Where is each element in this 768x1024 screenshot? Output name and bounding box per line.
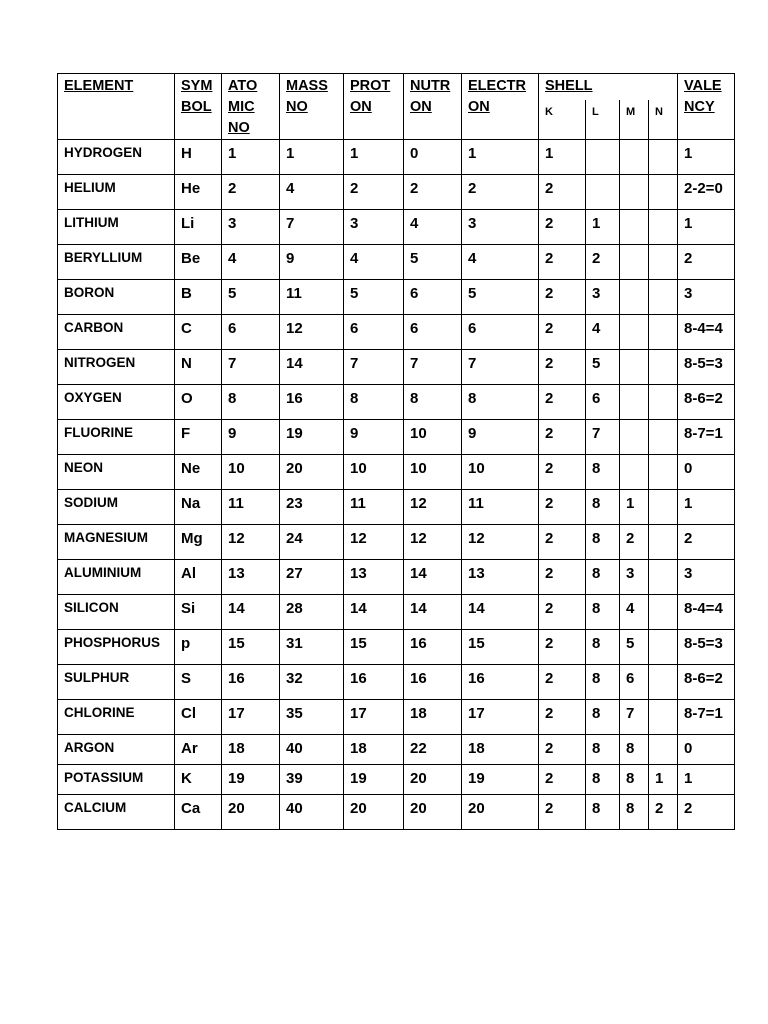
element-name-cell: HELIUM	[58, 175, 175, 210]
proton-cell: 14	[344, 595, 404, 630]
atomic-no-cell: 13	[222, 560, 280, 595]
proton-cell: 1	[344, 140, 404, 175]
electron-cell: 8	[462, 385, 539, 420]
symbol-cell: N	[175, 350, 222, 385]
electron-cell: 3	[462, 210, 539, 245]
symbol-cell: Cl	[175, 700, 222, 735]
header-proton: PROT ON	[344, 74, 404, 140]
table-row	[58, 140, 735, 175]
neutron-cell: 18	[404, 700, 462, 735]
proton-cell: 18	[344, 735, 404, 765]
shell-m-cell	[620, 385, 649, 420]
mass-no-cell: 4	[280, 175, 344, 210]
symbol-cell: Al	[175, 560, 222, 595]
element-name-cell: BERYLLIUM	[58, 245, 175, 280]
mass-no-cell: 27	[280, 560, 344, 595]
valency-cell: 0	[678, 455, 735, 490]
shell-k-cell: 2	[539, 490, 586, 525]
atomic-no-cell: 8	[222, 385, 280, 420]
proton-cell: 10	[344, 455, 404, 490]
neutron-cell: 10	[404, 455, 462, 490]
element-table	[57, 73, 735, 830]
atomic-no-cell: 3	[222, 210, 280, 245]
table-row	[58, 560, 735, 595]
shell-m-cell	[620, 350, 649, 385]
header-electron: ELECTR ON	[462, 74, 539, 140]
shell-k-cell: 2	[539, 280, 586, 315]
atomic-no-cell: 4	[222, 245, 280, 280]
table-body	[58, 74, 735, 830]
shell-l-cell: 4	[586, 315, 620, 350]
atomic-no-cell: 10	[222, 455, 280, 490]
header-shell-l: L	[586, 100, 620, 140]
shell-k-cell: 2	[539, 735, 586, 765]
atomic-no-cell: 9	[222, 420, 280, 455]
atomic-no-cell: 16	[222, 665, 280, 700]
symbol-cell: He	[175, 175, 222, 210]
electron-cell: 16	[462, 665, 539, 700]
shell-k-cell: 2	[539, 350, 586, 385]
shell-n-cell	[649, 630, 678, 665]
electron-cell: 1	[462, 140, 539, 175]
shell-k-cell: 2	[539, 560, 586, 595]
shell-m-cell	[620, 245, 649, 280]
table-row	[58, 765, 735, 795]
symbol-cell: Ne	[175, 455, 222, 490]
shell-l-cell: 8	[586, 525, 620, 560]
proton-cell: 12	[344, 525, 404, 560]
proton-cell: 3	[344, 210, 404, 245]
proton-cell: 2	[344, 175, 404, 210]
neutron-cell: 6	[404, 315, 462, 350]
shell-k-cell: 2	[539, 210, 586, 245]
element-name-cell: HYDROGEN	[58, 140, 175, 175]
shell-l-cell: 8	[586, 630, 620, 665]
electron-cell: 20	[462, 795, 539, 830]
neutron-cell: 16	[404, 630, 462, 665]
table-row	[58, 595, 735, 630]
neutron-cell: 2	[404, 175, 462, 210]
table-row	[58, 490, 735, 525]
shell-n-cell	[649, 735, 678, 765]
shell-n-cell: 2	[649, 795, 678, 830]
mass-no-cell: 16	[280, 385, 344, 420]
shell-k-cell: 2	[539, 315, 586, 350]
shell-l-cell: 8	[586, 700, 620, 735]
electron-cell: 4	[462, 245, 539, 280]
neutron-cell: 4	[404, 210, 462, 245]
element-name-cell: OXYGEN	[58, 385, 175, 420]
table-row	[58, 795, 735, 830]
atomic-no-cell: 7	[222, 350, 280, 385]
mass-no-cell: 40	[280, 795, 344, 830]
symbol-cell: C	[175, 315, 222, 350]
mass-no-cell: 7	[280, 210, 344, 245]
electron-cell: 10	[462, 455, 539, 490]
neutron-cell: 12	[404, 490, 462, 525]
shell-n-cell	[649, 350, 678, 385]
table-row	[58, 210, 735, 245]
symbol-cell: Li	[175, 210, 222, 245]
atomic-no-cell: 5	[222, 280, 280, 315]
atomic-no-cell: 20	[222, 795, 280, 830]
element-name-cell: FLUORINE	[58, 420, 175, 455]
shell-k-cell: 2	[539, 525, 586, 560]
atomic-no-cell: 17	[222, 700, 280, 735]
element-name-cell: ALUMINIUM	[58, 560, 175, 595]
symbol-cell: p	[175, 630, 222, 665]
shell-m-cell	[620, 315, 649, 350]
neutron-cell: 20	[404, 795, 462, 830]
proton-cell: 15	[344, 630, 404, 665]
symbol-cell: Si	[175, 595, 222, 630]
proton-cell: 16	[344, 665, 404, 700]
shell-n-cell	[649, 420, 678, 455]
valency-cell: 3	[678, 280, 735, 315]
shell-n-cell: 1	[649, 765, 678, 795]
valency-cell: 8-4=4	[678, 595, 735, 630]
shell-n-cell	[649, 245, 678, 280]
valency-cell: 1	[678, 210, 735, 245]
shell-l-cell: 6	[586, 385, 620, 420]
electron-cell: 18	[462, 735, 539, 765]
symbol-cell: K	[175, 765, 222, 795]
table-row	[58, 630, 735, 665]
shell-m-cell: 2	[620, 525, 649, 560]
shell-m-cell: 8	[620, 765, 649, 795]
header-shell: SHELL	[539, 74, 678, 100]
mass-no-cell: 28	[280, 595, 344, 630]
table-row	[58, 735, 735, 765]
symbol-cell: H	[175, 140, 222, 175]
atomic-no-cell: 12	[222, 525, 280, 560]
header-shell-k: K	[539, 100, 586, 140]
shell-m-cell	[620, 455, 649, 490]
mass-no-cell: 20	[280, 455, 344, 490]
element-name-cell: PHOSPHORUS	[58, 630, 175, 665]
mass-no-cell: 11	[280, 280, 344, 315]
element-name-cell: CARBON	[58, 315, 175, 350]
shell-k-cell: 2	[539, 700, 586, 735]
mass-no-cell: 23	[280, 490, 344, 525]
shell-n-cell	[649, 455, 678, 490]
valency-cell: 8-7=1	[678, 420, 735, 455]
table-row	[58, 350, 735, 385]
symbol-cell: Ar	[175, 735, 222, 765]
atomic-no-cell: 19	[222, 765, 280, 795]
atomic-no-cell: 1	[222, 140, 280, 175]
shell-m-cell	[620, 420, 649, 455]
valency-cell: 3	[678, 560, 735, 595]
shell-n-cell	[649, 665, 678, 700]
shell-m-cell: 8	[620, 735, 649, 765]
shell-m-cell	[620, 210, 649, 245]
shell-k-cell: 2	[539, 795, 586, 830]
electron-cell: 5	[462, 280, 539, 315]
shell-m-cell	[620, 175, 649, 210]
shell-l-cell: 8	[586, 490, 620, 525]
electron-cell: 14	[462, 595, 539, 630]
valency-cell: 0	[678, 735, 735, 765]
shell-l-cell: 8	[586, 665, 620, 700]
shell-k-cell: 2	[539, 595, 586, 630]
proton-cell: 4	[344, 245, 404, 280]
shell-k-cell: 2	[539, 385, 586, 420]
shell-l-cell: 2	[586, 245, 620, 280]
table-row	[58, 665, 735, 700]
electron-cell: 11	[462, 490, 539, 525]
header-element: ELEMENT	[58, 74, 175, 140]
valency-cell: 2	[678, 245, 735, 280]
electron-cell: 13	[462, 560, 539, 595]
valency-cell: 8-5=3	[678, 350, 735, 385]
mass-no-cell: 12	[280, 315, 344, 350]
shell-n-cell	[649, 595, 678, 630]
neutron-cell: 7	[404, 350, 462, 385]
shell-k-cell: 2	[539, 455, 586, 490]
valency-cell: 8-6=2	[678, 665, 735, 700]
shell-k-cell: 2	[539, 420, 586, 455]
table-row	[58, 175, 735, 210]
mass-no-cell: 32	[280, 665, 344, 700]
symbol-cell: O	[175, 385, 222, 420]
proton-cell: 17	[344, 700, 404, 735]
electron-cell: 19	[462, 765, 539, 795]
shell-k-cell: 2	[539, 765, 586, 795]
proton-cell: 11	[344, 490, 404, 525]
table-row	[58, 455, 735, 490]
neutron-cell: 12	[404, 525, 462, 560]
shell-m-cell: 4	[620, 595, 649, 630]
valency-cell: 2	[678, 795, 735, 830]
element-name-cell: LITHIUM	[58, 210, 175, 245]
header-neutron: NUTR ON	[404, 74, 462, 140]
symbol-cell: S	[175, 665, 222, 700]
electron-cell: 9	[462, 420, 539, 455]
symbol-cell: B	[175, 280, 222, 315]
neutron-cell: 16	[404, 665, 462, 700]
valency-cell: 8-6=2	[678, 385, 735, 420]
shell-l-cell: 7	[586, 420, 620, 455]
mass-no-cell: 39	[280, 765, 344, 795]
shell-n-cell	[649, 280, 678, 315]
shell-m-cell: 3	[620, 560, 649, 595]
mass-no-cell: 9	[280, 245, 344, 280]
element-name-cell: MAGNESIUM	[58, 525, 175, 560]
neutron-cell: 22	[404, 735, 462, 765]
mass-no-cell: 14	[280, 350, 344, 385]
shell-m-cell	[620, 280, 649, 315]
shell-n-cell	[649, 315, 678, 350]
symbol-cell: Ca	[175, 795, 222, 830]
header-shell-n: N	[649, 100, 678, 140]
shell-m-cell: 8	[620, 795, 649, 830]
atomic-no-cell: 11	[222, 490, 280, 525]
element-name-cell: SILICON	[58, 595, 175, 630]
shell-m-cell: 5	[620, 630, 649, 665]
atomic-no-cell: 6	[222, 315, 280, 350]
shell-k-cell: 2	[539, 175, 586, 210]
table-row	[58, 315, 735, 350]
shell-l-cell: 5	[586, 350, 620, 385]
header-mass-no: MASS NO	[280, 74, 344, 140]
proton-cell: 20	[344, 795, 404, 830]
shell-l-cell: 3	[586, 280, 620, 315]
neutron-cell: 8	[404, 385, 462, 420]
mass-no-cell: 19	[280, 420, 344, 455]
table-row	[58, 525, 735, 560]
symbol-cell: Na	[175, 490, 222, 525]
shell-l-cell: 8	[586, 795, 620, 830]
shell-n-cell	[649, 490, 678, 525]
shell-l-cell: 8	[586, 735, 620, 765]
mass-no-cell: 1	[280, 140, 344, 175]
shell-m-cell: 6	[620, 665, 649, 700]
neutron-cell: 10	[404, 420, 462, 455]
shell-n-cell	[649, 385, 678, 420]
mass-no-cell: 31	[280, 630, 344, 665]
shell-l-cell: 8	[586, 595, 620, 630]
valency-cell: 2	[678, 525, 735, 560]
shell-k-cell: 2	[539, 630, 586, 665]
symbol-cell: Be	[175, 245, 222, 280]
shell-n-cell	[649, 700, 678, 735]
symbol-cell: Mg	[175, 525, 222, 560]
electron-cell: 2	[462, 175, 539, 210]
proton-cell: 5	[344, 280, 404, 315]
shell-l-cell	[586, 175, 620, 210]
electron-cell: 6	[462, 315, 539, 350]
valency-cell: 1	[678, 140, 735, 175]
table-row	[58, 245, 735, 280]
element-name-cell: SODIUM	[58, 490, 175, 525]
neutron-cell: 20	[404, 765, 462, 795]
electron-cell: 17	[462, 700, 539, 735]
valency-cell: 8-4=4	[678, 315, 735, 350]
element-name-cell: POTASSIUM	[58, 765, 175, 795]
shell-n-cell	[649, 175, 678, 210]
valency-cell: 8-7=1	[678, 700, 735, 735]
valency-cell: 2-2=0	[678, 175, 735, 210]
header-row	[58, 74, 735, 100]
header-shell-m: M	[620, 100, 649, 140]
electron-cell: 7	[462, 350, 539, 385]
shell-k-cell: 1	[539, 140, 586, 175]
proton-cell: 8	[344, 385, 404, 420]
proton-cell: 13	[344, 560, 404, 595]
atomic-no-cell: 18	[222, 735, 280, 765]
shell-n-cell	[649, 210, 678, 245]
table-row	[58, 700, 735, 735]
electron-cell: 15	[462, 630, 539, 665]
element-name-cell: NITROGEN	[58, 350, 175, 385]
valency-cell: 1	[678, 765, 735, 795]
shell-l-cell: 8	[586, 455, 620, 490]
neutron-cell: 0	[404, 140, 462, 175]
element-name-cell: SULPHUR	[58, 665, 175, 700]
shell-m-cell	[620, 140, 649, 175]
proton-cell: 19	[344, 765, 404, 795]
shell-m-cell: 7	[620, 700, 649, 735]
table-row	[58, 385, 735, 420]
atomic-no-cell: 14	[222, 595, 280, 630]
element-name-cell: ARGON	[58, 735, 175, 765]
shell-l-cell: 8	[586, 560, 620, 595]
symbol-cell: F	[175, 420, 222, 455]
shell-m-cell: 1	[620, 490, 649, 525]
element-name-cell: CHLORINE	[58, 700, 175, 735]
element-name-cell: CALCIUM	[58, 795, 175, 830]
shell-n-cell	[649, 140, 678, 175]
proton-cell: 6	[344, 315, 404, 350]
shell-k-cell: 2	[539, 665, 586, 700]
mass-no-cell: 35	[280, 700, 344, 735]
proton-cell: 9	[344, 420, 404, 455]
shell-k-cell: 2	[539, 245, 586, 280]
header-atomic-no: ATO MIC NO	[222, 74, 280, 140]
neutron-cell: 5	[404, 245, 462, 280]
atomic-no-cell: 15	[222, 630, 280, 665]
mass-no-cell: 24	[280, 525, 344, 560]
shell-l-cell	[586, 140, 620, 175]
electron-cell: 12	[462, 525, 539, 560]
shell-n-cell	[649, 525, 678, 560]
element-name-cell: NEON	[58, 455, 175, 490]
table-row	[58, 420, 735, 455]
neutron-cell: 14	[404, 595, 462, 630]
mass-no-cell: 40	[280, 735, 344, 765]
valency-cell: 8-5=3	[678, 630, 735, 665]
shell-l-cell: 1	[586, 210, 620, 245]
header-valency: VALE NCY	[678, 74, 735, 140]
header-symbol: SYM BOL	[175, 74, 222, 140]
shell-l-cell: 8	[586, 765, 620, 795]
proton-cell: 7	[344, 350, 404, 385]
valency-cell: 1	[678, 490, 735, 525]
table-row	[58, 280, 735, 315]
shell-n-cell	[649, 560, 678, 595]
atomic-no-cell: 2	[222, 175, 280, 210]
neutron-cell: 14	[404, 560, 462, 595]
neutron-cell: 6	[404, 280, 462, 315]
element-name-cell: BORON	[58, 280, 175, 315]
